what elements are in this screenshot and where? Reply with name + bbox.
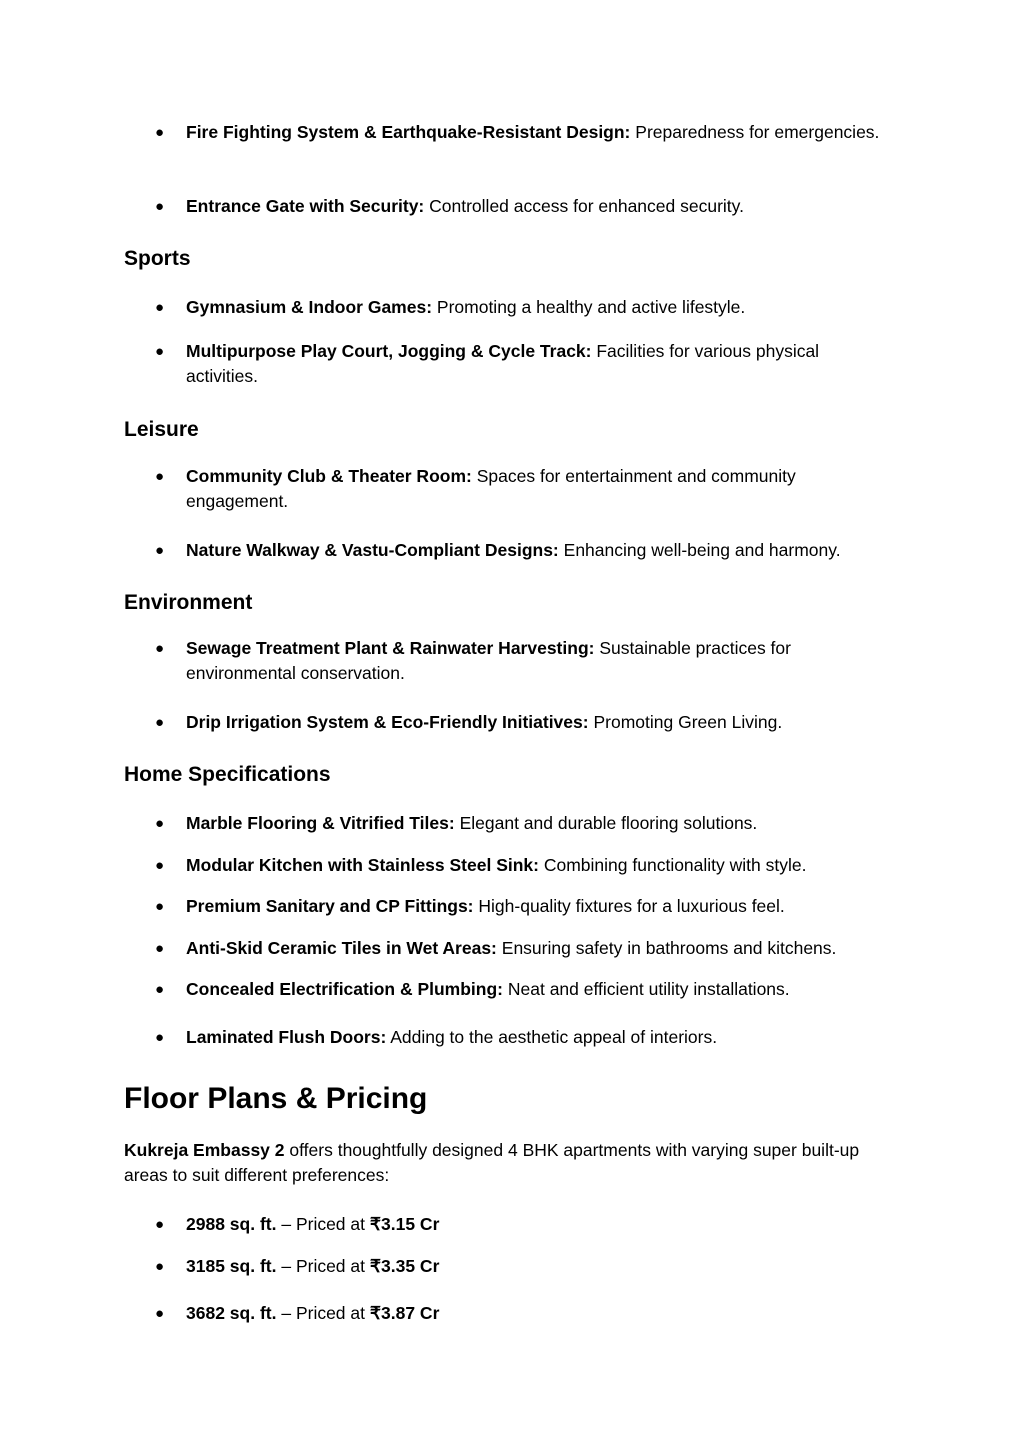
bullet: ● — [155, 898, 165, 915]
item-term: Anti-Skid Ceramic Tiles in Wet Areas: — [186, 938, 497, 958]
list-item — [155, 1212, 886, 1237]
plan-price: ₹3.15 Cr — [369, 1214, 440, 1234]
project-name: Kukreja Embassy 2 — [124, 1140, 285, 1160]
item-term: Entrance Gate with Security: — [186, 196, 425, 216]
bullet: ● — [155, 1305, 165, 1322]
plan-area: 3185 sq. ft. — [186, 1256, 277, 1276]
list-item — [155, 339, 886, 389]
item-description: High-quality fixtures for a luxurious feel. — [478, 896, 785, 916]
bullet: ● — [155, 940, 165, 957]
list-item — [155, 853, 886, 878]
item-term: Laminated Flush Doors: — [186, 1027, 387, 1047]
bullet: ● — [155, 124, 165, 141]
bullet: ● — [155, 343, 165, 360]
list-item — [155, 811, 886, 836]
bullet: ● — [155, 1216, 165, 1233]
item-description: Promoting Green Living. — [593, 712, 783, 732]
item-term: Community Club & Theater Room: — [186, 466, 472, 486]
section-heading-environment: Environment — [124, 591, 253, 614]
section-heading-sports: Sports — [124, 247, 191, 270]
bullet: ● — [155, 857, 165, 874]
bullet: ● — [155, 468, 165, 485]
item-description: Controlled access for enhanced security. — [429, 196, 744, 216]
bullet: ● — [155, 542, 165, 559]
list-item — [155, 1025, 886, 1050]
list-item — [155, 194, 886, 219]
bullet: ● — [155, 299, 165, 316]
list-item — [155, 464, 886, 514]
item-term: Premium Sanitary and CP Fittings: — [186, 896, 474, 916]
item-term: Gymnasium & Indoor Games: — [186, 297, 433, 317]
item-term: Drip Irrigation System & Eco-Friendly Initiatives: — [186, 712, 589, 732]
bullet: ● — [155, 1029, 165, 1046]
item-description: Adding to the aesthetic appeal of interiors. — [390, 1027, 718, 1047]
section-heading-floor-plans: Floor Plans & Pricing — [124, 1082, 428, 1115]
list-item — [155, 295, 886, 320]
plan-separator: – Priced at — [281, 1214, 365, 1234]
plan-price: ₹3.87 Cr — [369, 1303, 440, 1323]
item-term: Nature Walkway & Vastu-Compliant Designs: — [186, 540, 559, 560]
intro-text: offers thoughtfully designed 4 BHK apartments with varying super built-up areas to suit different preferences: — [124, 1140, 860, 1185]
bullet: ● — [155, 198, 165, 215]
bullet: ● — [155, 714, 165, 731]
bullet: ● — [155, 981, 165, 998]
bullet: ● — [155, 815, 165, 832]
item-description: Promoting a healthy and active lifestyle. — [436, 297, 746, 317]
list-item — [155, 120, 886, 145]
item-description: Preparedness for emergencies. — [635, 122, 880, 142]
item-description: Facilities for various physical activities. — [186, 341, 820, 386]
item-term: Modular Kitchen with Stainless Steel Sink: — [186, 855, 539, 875]
list-item — [155, 636, 886, 686]
item-description: Neat and efficient utility installations. — [507, 979, 790, 999]
list-item — [155, 894, 886, 919]
item-description: Combining functionality with style. — [543, 855, 807, 875]
plan-separator: – Priced at — [281, 1303, 365, 1323]
item-term: Fire Fighting System & Earthquake-Resistant Design: — [186, 122, 631, 142]
item-term: Sewage Treatment Plant & Rainwater Harvesting: — [186, 638, 595, 658]
intro-paragraph — [124, 1138, 864, 1188]
bullet: ● — [155, 640, 165, 657]
item-term: Multipurpose Play Court, Jogging & Cycle Track: — [186, 341, 592, 361]
item-description: Ensuring safety in bathrooms and kitchens. — [501, 938, 837, 958]
plan-separator: – Priced at — [281, 1256, 365, 1276]
plan-price: ₹3.35 Cr — [369, 1256, 440, 1276]
list-item — [155, 1301, 886, 1326]
item-description: Enhancing well-being and harmony. — [563, 540, 841, 560]
list-item — [155, 1254, 886, 1279]
list-item — [155, 936, 886, 961]
item-term: Concealed Electrification & Plumbing: — [186, 979, 503, 999]
plan-area: 3682 sq. ft. — [186, 1303, 277, 1323]
list-item — [155, 977, 886, 1002]
item-description: Spaces for entertainment and community engagement. — [186, 466, 796, 511]
item-term: Marble Flooring & Vitrified Tiles: — [186, 813, 455, 833]
list-item — [155, 710, 886, 735]
item-description: Sustainable practices for environmental conservation. — [186, 638, 791, 683]
plan-area: 2988 sq. ft. — [186, 1214, 277, 1234]
section-heading-leisure: Leisure — [124, 418, 199, 441]
bullet: ● — [155, 1258, 165, 1275]
list-item — [155, 538, 886, 563]
section-heading-home-specifications: Home Specifications — [124, 763, 331, 786]
item-description: Elegant and durable flooring solutions. — [459, 813, 758, 833]
